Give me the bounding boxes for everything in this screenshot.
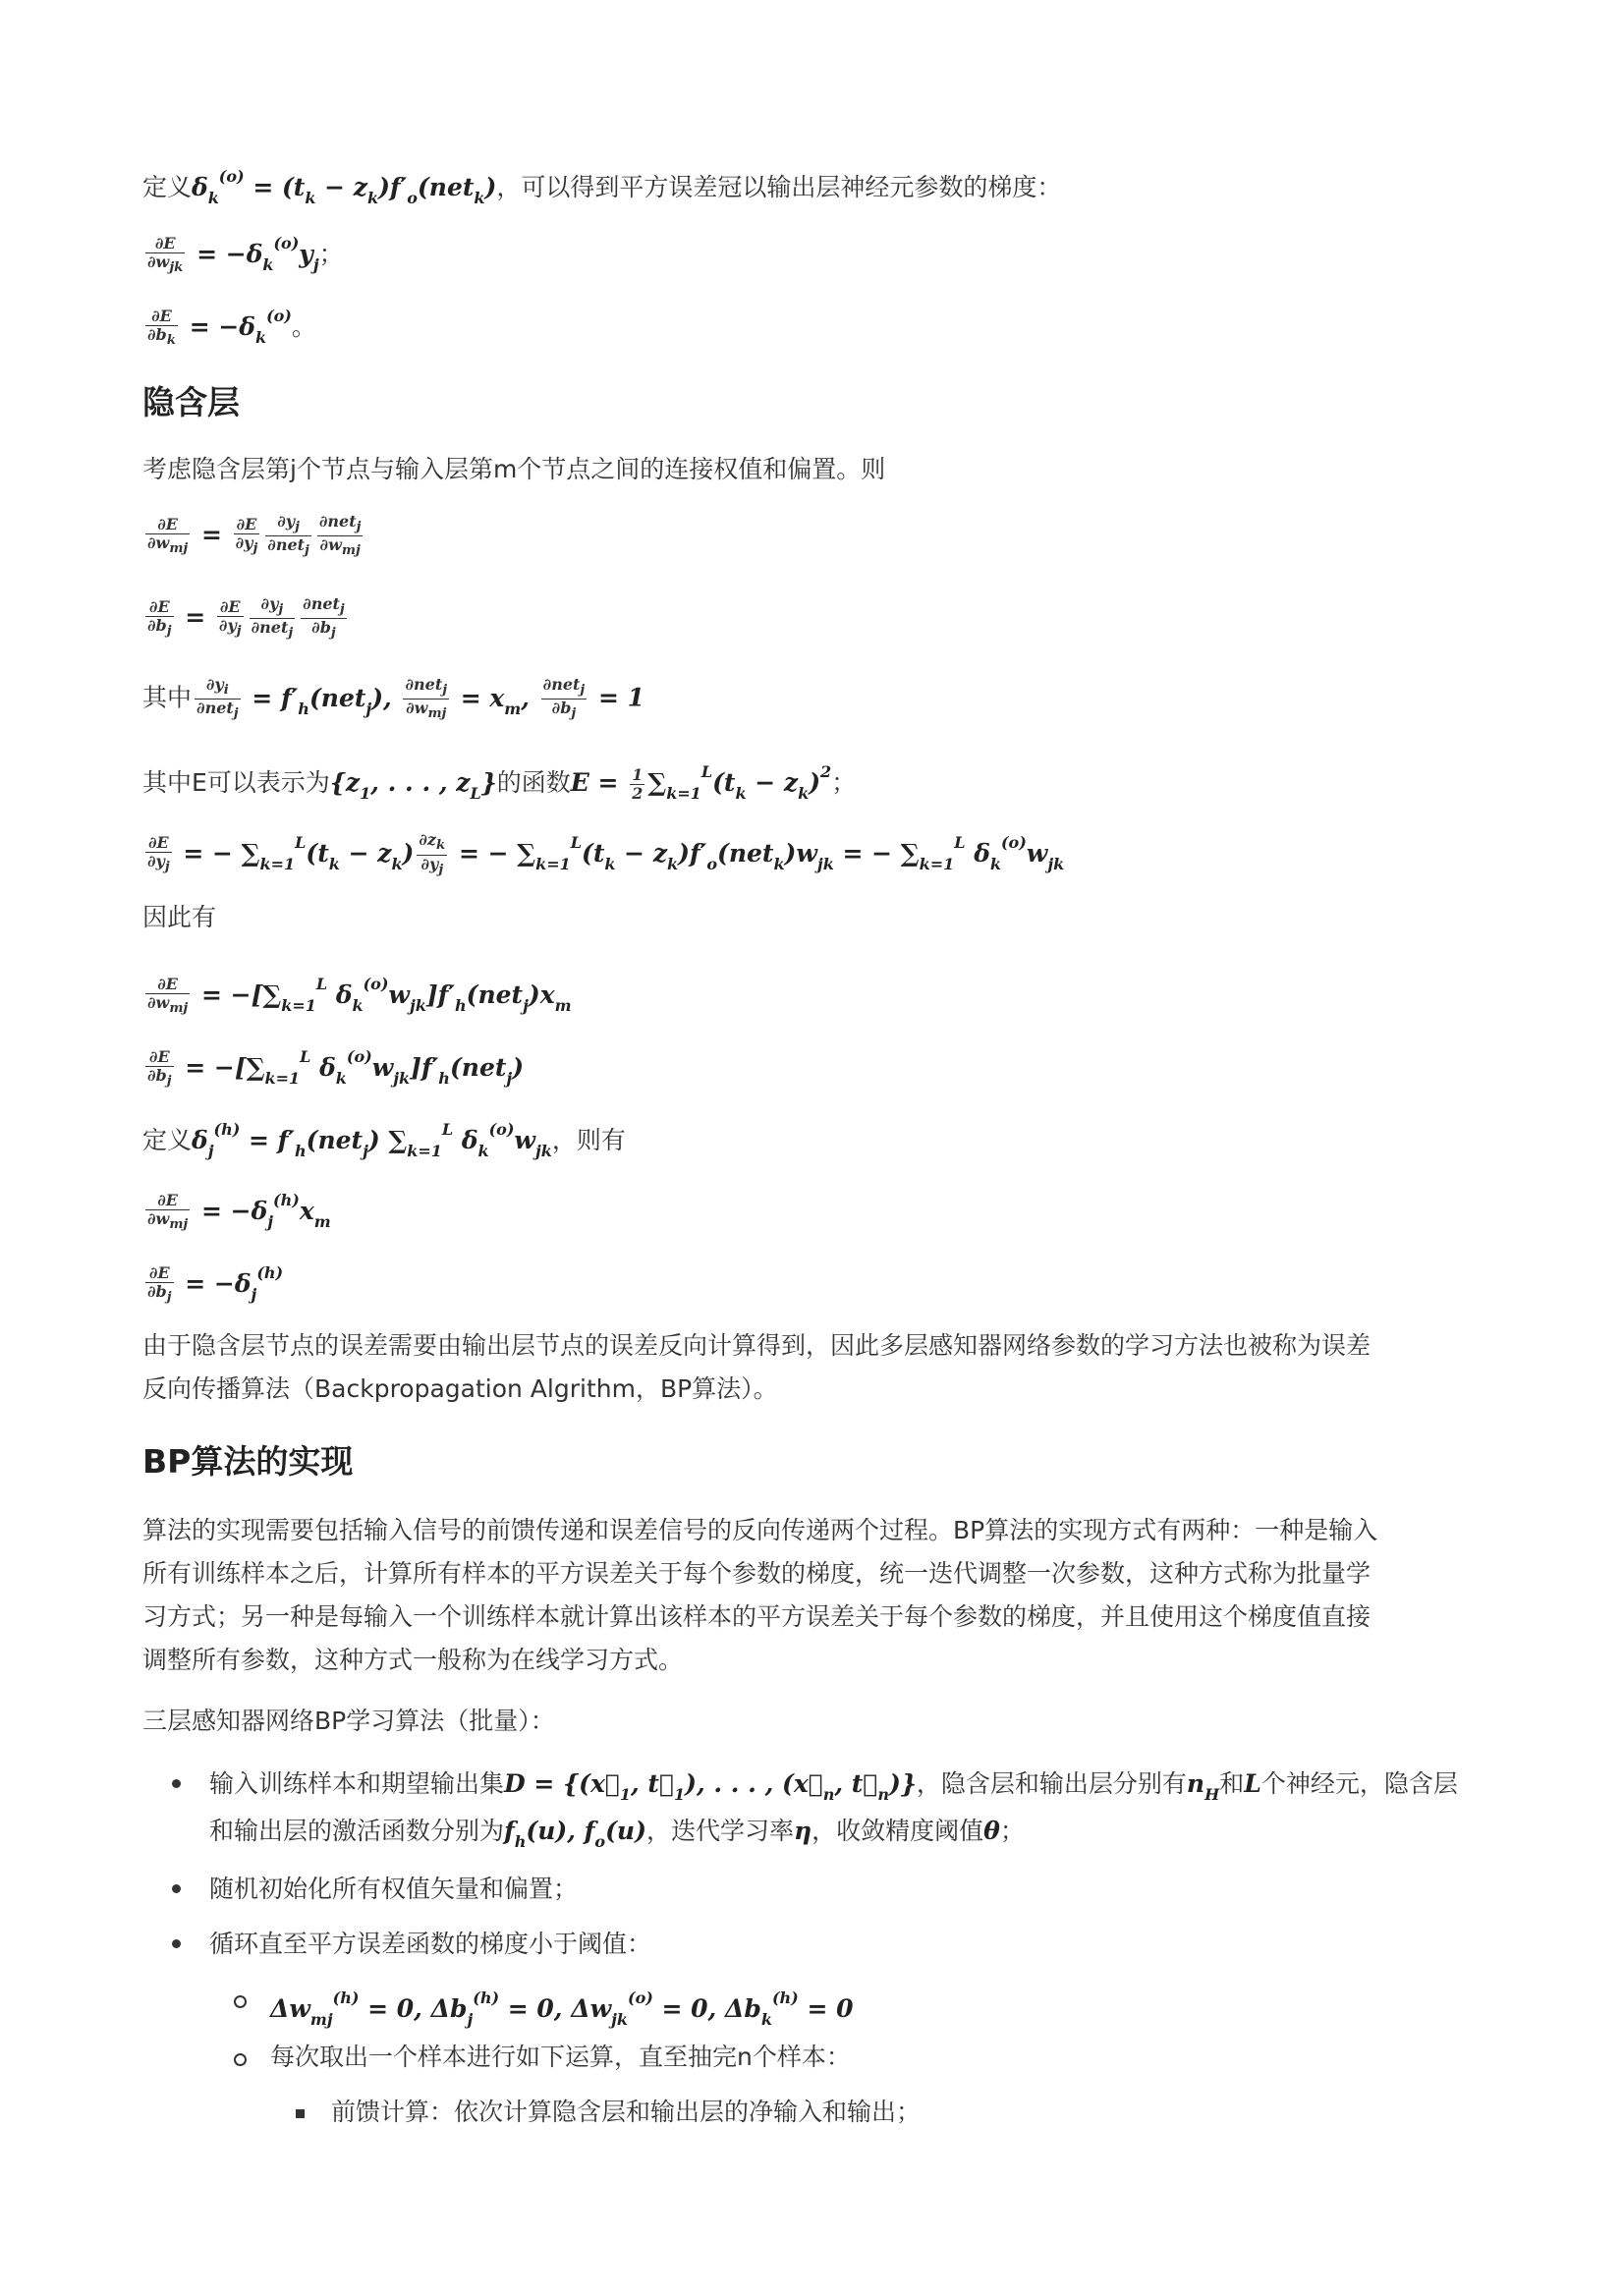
text-impl2: 所有训练样本之后，计算所有样本的平方误差关于每个参数的梯度，统一迭代调整一次参数，这种方式称为批量学 — [142, 1559, 1372, 1588]
text-gradient-intro: ，可以得到平方误差冠以输出层神经元参数的梯度： — [496, 173, 1062, 201]
bullet-dot — [172, 1939, 181, 1948]
text-impl3: 习方式；另一种是每输入一个训练样本就计算出该样本的平方误差关于每个参数的梯度，并且使用这个梯度值直接 — [142, 1602, 1372, 1631]
text-learning-rate: ，迭代学习率 — [645, 1817, 794, 1845]
bullet-dot — [172, 1884, 181, 1893]
text-and: 和 — [1219, 1769, 1245, 1798]
text-para1: 由于隐含层节点的误差需要由输出层节点的误差反向计算得到，因此多层感知器网络参数的学习方法也被称为误差 — [142, 1331, 1372, 1360]
text-therefore: 因此有 — [142, 903, 217, 931]
eq-dE-dwmj-delta: $\frac{\partial E}{\partial w_{mj}}$ = $-\delta_j^{(h)}x_m$ — [147, 1190, 331, 1233]
bullet-random-init: 随机初始化所有权值矢量和偏置； — [209, 1875, 579, 1903]
definition-delta-h: 定义$\delta_j^{(h)} = f'_h(net_j)$ $\sum_{k=1}^L$ $\delta_k^{(o)}w_{jk}$，则有 — [142, 1120, 626, 1160]
text-semicolon: ； — [999, 1817, 1025, 1845]
sub-bullet-reset: $\Delta w_{mj}^{(h)} = 0$, $\Delta b_j^{(h)} = 0$, $\Delta w_{jk}^{(o)} = 0$, $\Delta b_k^{(h)} = 0$ — [270, 1988, 854, 2029]
text-impl1: 算法的实现需要包括输入信号的前馈传递和误差信号的反向传递两个过程。BP算法的实现方式有两种：一种是输入 — [142, 1516, 1378, 1544]
eq-where-partials: 其中 $\frac{\partial y_i}{\partial net_j}$ = $f'_h(net_j)$, $\frac{\partial net_j}{\partial w_{mj}}$ = $x_m$, $\frac{\partial net_j}{\partial b_j}$ = 1 — [142, 675, 644, 722]
bullet-input-samples-2: 和输出层的激活函数分别为$f_h(u)$, $f_o(u)$，迭代学习率η，收敛精度阈值θ； — [209, 1817, 1025, 1851]
text-hidden-output-have: ，隐含层和输出层分别有 — [916, 1769, 1187, 1798]
eq-dE-dwjk: $\frac{\partial E}{\partial w_{jk}}$ = $-\delta_k^{(o)}y_j$； — [147, 233, 344, 276]
eq-dE-dbj: $\frac{\partial E}{\partial b_j}$ = $\frac{\partial E}{\partial y_j}$ $\frac{\partial y_j}{\partial net_j}$ $\frac{\partial net_j}{\partial b_j}$ — [147, 594, 345, 642]
text-consider: 考虑隐含层第j个节点与输入层第m个节点之间的连接权值和偏置。则 — [142, 455, 886, 483]
sub-sub-bullet-feedforward: 前馈计算：依次计算隐含层和输出层的净输入和输出； — [331, 2098, 922, 2126]
text-threshold: ，收敛精度阈值 — [812, 1817, 984, 1845]
text-para2: 反向传播算法（Backpropagation Algrithm，BP算法）。 — [142, 1374, 778, 1403]
text-three-layer: 三层感知器网络BP学习算法（批量）： — [142, 1707, 555, 1735]
text-impl4: 调整所有参数，这种方式一般称为在线学习方式。 — [142, 1646, 684, 1674]
text-activations: 和输出层的激活函数分别为 — [209, 1817, 505, 1845]
heading-bp-impl: BP算法的实现 — [142, 1442, 354, 1481]
text-function-of: 的函数 — [496, 768, 571, 797]
text-define-2: 定义 — [142, 1126, 193, 1154]
text-input-set: 输入训练样本和期望输出集 — [209, 1769, 505, 1798]
sub-bullet-each-sample: 每次取出一个样本进行如下运算，直至抽完n个样本： — [270, 2043, 851, 2071]
eq-grad-bj: $\frac{\partial E}{\partial b_j}$ = $-[\sum_{k=1}^L$ $\delta_k^{(o)}w_{jk}]f'_h(net_j)$ — [147, 1046, 525, 1090]
eq-grad-wmj: $\frac{\partial E}{\partial w_{mj}}$ = $-[\sum_{k=1}^L$ $\delta_k^{(o)}w_{jk}]f'_h(net_j)x_m$ — [147, 974, 572, 1017]
bullet-input-samples-1: 输入训练样本和期望输出集$D = \{(x⃗_1$, $t⃗_1$), . . . , ($x⃗_n$, $t⃗_n$)}，隐含层和输出层分别有$n_H$和L个神经元，隐含层 — [209, 1769, 1458, 1804]
text-where: 其中 — [142, 683, 193, 712]
bullet-loop: 循环直至平方误差函数的梯度小于阈值： — [209, 1930, 652, 1958]
eq-dE-dbj-delta: $\frac{\partial E}{\partial b_j}$ = $-\delta_j^{(h)}$ — [147, 1262, 284, 1306]
text-then: ，则有 — [551, 1126, 626, 1154]
text-neurons: 个神经元，隐含层 — [1260, 1769, 1458, 1798]
eq-dE-dwmj: $\frac{\partial E}{\partial w_{mj}}$ = $\frac{\partial E}{\partial y_j}$ $\frac{\partial y_j}{\partial net_j}$ $\frac{\partial net_j}{\partial w_{mj}}$ — [147, 512, 362, 559]
eq-E-function: 其中E可以表示为{$z_1$, . . . , $z_L$}的函数E = $\frac{1}{2}$ $\sum_{k=1}^L(t_k - z_k)^2$； — [142, 762, 857, 803]
text-where-E: 其中E可以表示为 — [142, 768, 330, 797]
bullet-dot — [172, 1779, 181, 1788]
sub-sub-bullet-square — [296, 2109, 305, 2118]
eq-dE-dyj: $\frac{\partial E}{\partial y_j}$ = − $\sum_{k=1}^L(t_k - z_k)$ $\frac{\partial z_k}{\partial y_j}$ = − $\sum_{k=1}^L(t_k - z_k)f'_o(net_k)w_{jk}$ = − $\sum_{k=1}^L$ $\delta_k^{(o)}w_{jk}$ — [147, 830, 1065, 877]
sub-bullet-circle — [234, 1995, 247, 2008]
heading-hidden-layer: 隐含层 — [142, 383, 240, 421]
text-define: 定义 — [142, 173, 193, 201]
eq-dE-dbk: $\frac{\partial E}{\partial b_k}$ = $-\delta_k^{(o)}$。 — [147, 306, 316, 349]
definition-delta-o: 定义$\delta_k^{(o)} = (t_k - z_k)f'_o(net_k)$，可以得到平方误差冠以输出层神经元参数的梯度： — [142, 167, 1062, 207]
sub-bullet-circle — [234, 2053, 247, 2066]
